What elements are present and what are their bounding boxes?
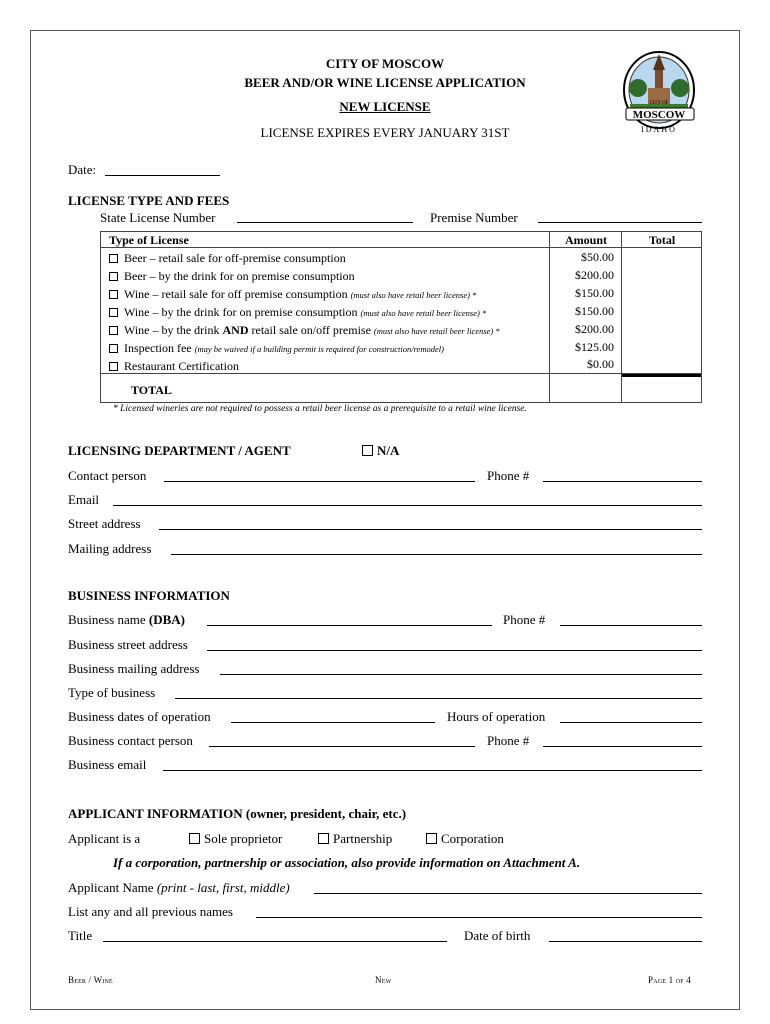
wine-combined-checkbox[interactable] xyxy=(109,326,118,335)
business-name-field[interactable] xyxy=(207,625,492,626)
business-email-field[interactable] xyxy=(163,770,702,771)
partnership-label: Partnership xyxy=(333,831,393,846)
footer-center: New xyxy=(375,975,392,985)
license-row-label: Wine – by the drink for on premise consumption xyxy=(124,305,358,319)
license-row-label: Beer – retail sale for off-premise consumption xyxy=(124,251,346,265)
license-row xyxy=(109,251,346,266)
license-row-label: Beer – by the drink for on premise consumption xyxy=(124,269,355,283)
license-row-label-end: retail sale on/off premise xyxy=(248,323,371,337)
state-license-label: State License Number xyxy=(100,210,216,225)
business-contact-field[interactable] xyxy=(209,746,475,747)
amount-cell: $150.00 xyxy=(575,304,614,318)
applicant-type-label: Applicant is a xyxy=(68,831,141,846)
business-phone-field[interactable] xyxy=(560,625,702,626)
license-row xyxy=(109,323,500,338)
col-type-header: Type of License xyxy=(109,233,189,247)
license-row-note: (must also have retail beer license) * xyxy=(373,326,500,336)
business-phone-label: Phone # xyxy=(503,612,546,627)
license-row xyxy=(109,341,444,356)
business-street-field[interactable] xyxy=(207,650,702,651)
sole-proprietor-label: Sole proprietor xyxy=(204,831,283,846)
sole-proprietor-checkbox[interactable] xyxy=(189,833,200,844)
license-row xyxy=(109,305,486,320)
business-name-label xyxy=(68,612,185,628)
page-number: Page 1 of 4 xyxy=(648,975,691,985)
amount-total-field[interactable] xyxy=(550,374,620,402)
business-email-label: Business email xyxy=(68,757,147,772)
amount-cell: $125.00 xyxy=(575,340,614,354)
amount-cell: $200.00 xyxy=(575,268,614,282)
business-type-label: Type of business xyxy=(68,685,156,700)
contact-person-field[interactable] xyxy=(164,481,475,482)
col-total-header: Total xyxy=(649,233,676,247)
beer-onpremise-checkbox[interactable] xyxy=(109,272,118,281)
city-name: CITY OF MOSCOW xyxy=(325,56,445,71)
corporation-option xyxy=(426,831,504,847)
license-row xyxy=(109,269,355,284)
license-row-bold: AND xyxy=(222,323,249,337)
date-field[interactable] xyxy=(105,175,220,176)
date-label: Date: xyxy=(68,162,97,177)
amount-cell: $150.00 xyxy=(575,286,614,300)
sole-proprietor-option xyxy=(189,831,282,847)
business-phone2-field[interactable] xyxy=(543,746,702,747)
na-option xyxy=(362,443,399,459)
corporation-label: Corporation xyxy=(441,831,504,846)
agent-street-field[interactable] xyxy=(159,529,702,530)
business-hours-label: Hours of operation xyxy=(447,709,546,724)
agent-street-label: Street address xyxy=(68,516,141,531)
applicant-heading: APPLICANT INFORMATION (owner, president, chair, etc.) xyxy=(68,806,407,821)
agent-mailing-field[interactable] xyxy=(171,554,702,555)
business-phone2-label: Phone # xyxy=(487,733,530,748)
contact-person-label: Contact person xyxy=(68,468,147,483)
amount-cell: $200.00 xyxy=(575,322,614,336)
premise-number-field[interactable] xyxy=(538,222,702,223)
business-dates-field[interactable] xyxy=(231,722,435,723)
seal-main-text: MOSCOW xyxy=(632,109,686,121)
license-heading: LICENSE TYPE AND FEES xyxy=(68,193,230,208)
form-title: BEER AND/OR WINE LICENSE APPLICATION xyxy=(244,75,526,90)
license-row-note: (must also have retail beer license) * xyxy=(350,290,477,300)
agent-heading: LICENSING DEPARTMENT / AGENT xyxy=(68,443,291,458)
city-seal-logo xyxy=(622,48,700,136)
agent-phone-label: Phone # xyxy=(487,468,530,483)
agent-phone-field[interactable] xyxy=(543,481,702,482)
applicant-name-label xyxy=(68,880,290,896)
business-dates-label: Business dates of operation xyxy=(68,709,211,724)
footer-left: Beer / Wine xyxy=(68,975,113,985)
seal-bottom-text: IDAHO xyxy=(641,125,677,134)
license-row-label: Inspection fee xyxy=(124,341,192,355)
dob-field[interactable] xyxy=(549,941,702,942)
premise-number-label: Premise Number xyxy=(430,210,518,225)
license-row-label: Wine – by the drink xyxy=(124,323,223,337)
corporation-checkbox[interactable] xyxy=(426,833,437,844)
license-row xyxy=(109,287,476,302)
business-heading: BUSINESS INFORMATION xyxy=(68,588,230,603)
restaurant-cert-checkbox[interactable] xyxy=(109,362,118,371)
business-street-label: Business street address xyxy=(68,637,188,652)
total-label: TOTAL xyxy=(131,383,172,397)
partnership-option xyxy=(318,831,392,847)
amount-cell: $50.00 xyxy=(581,250,614,264)
business-name-text: Business name xyxy=(68,612,149,627)
title-label: Title xyxy=(68,928,93,943)
wine-offpremise-checkbox[interactable] xyxy=(109,290,118,299)
amount-cell: $0.00 xyxy=(587,357,614,371)
license-row-note: (must also have retail beer license) * xyxy=(360,308,487,318)
business-contact-label: Business contact person xyxy=(68,733,193,748)
seal-top-text: CITY OF xyxy=(649,101,669,106)
previous-names-label: List any and all previous names xyxy=(68,904,233,919)
applicant-name-field[interactable] xyxy=(314,893,702,894)
applicant-name-text: Applicant Name xyxy=(68,880,157,895)
title-field[interactable] xyxy=(103,941,447,942)
applicant-name-hint: (print - last, first, middle) xyxy=(156,880,290,895)
dob-label: Date of birth xyxy=(464,928,531,943)
business-mailing-label: Business mailing address xyxy=(68,661,200,676)
corporation-note: If a corporation, partnership or association, also provide information on Attachment A. xyxy=(113,855,581,870)
na-label: N/A xyxy=(377,443,400,458)
business-mailing-field[interactable] xyxy=(220,674,702,675)
previous-names-field[interactable] xyxy=(256,917,702,918)
license-row xyxy=(109,359,239,374)
grand-total-field[interactable] xyxy=(623,378,701,402)
business-name-dba: (DBA) xyxy=(148,612,185,627)
inspection-fee-checkbox[interactable] xyxy=(109,344,118,353)
license-row-note: (may be waived if a building permit is required for construction/remodel) xyxy=(194,344,444,354)
license-row-label: Wine – retail sale for off premise consumption xyxy=(124,287,348,301)
beer-offpremise-checkbox[interactable] xyxy=(109,254,118,263)
agent-email-field[interactable] xyxy=(113,505,702,506)
business-type-field[interactable] xyxy=(175,698,702,699)
state-license-field[interactable] xyxy=(237,222,413,223)
footnote: * Licensed wineries are not required to possess a retail beer license as a prerequisite to a retail wine license. xyxy=(113,404,527,414)
wine-onpremise-checkbox[interactable] xyxy=(109,308,118,317)
license-expiration: LICENSE EXPIRES EVERY JANUARY 31ST xyxy=(260,125,510,140)
na-checkbox[interactable] xyxy=(362,445,373,456)
business-hours-field[interactable] xyxy=(560,722,702,723)
agent-email-label: Email xyxy=(68,492,100,507)
license-row-label: Restaurant Certification xyxy=(124,359,239,373)
partnership-checkbox[interactable] xyxy=(318,833,329,844)
col-amount-header: Amount xyxy=(565,233,608,247)
license-fee-table xyxy=(100,231,702,403)
form-subtitle: NEW LICENSE xyxy=(339,99,431,114)
agent-mailing-label: Mailing address xyxy=(68,541,152,556)
